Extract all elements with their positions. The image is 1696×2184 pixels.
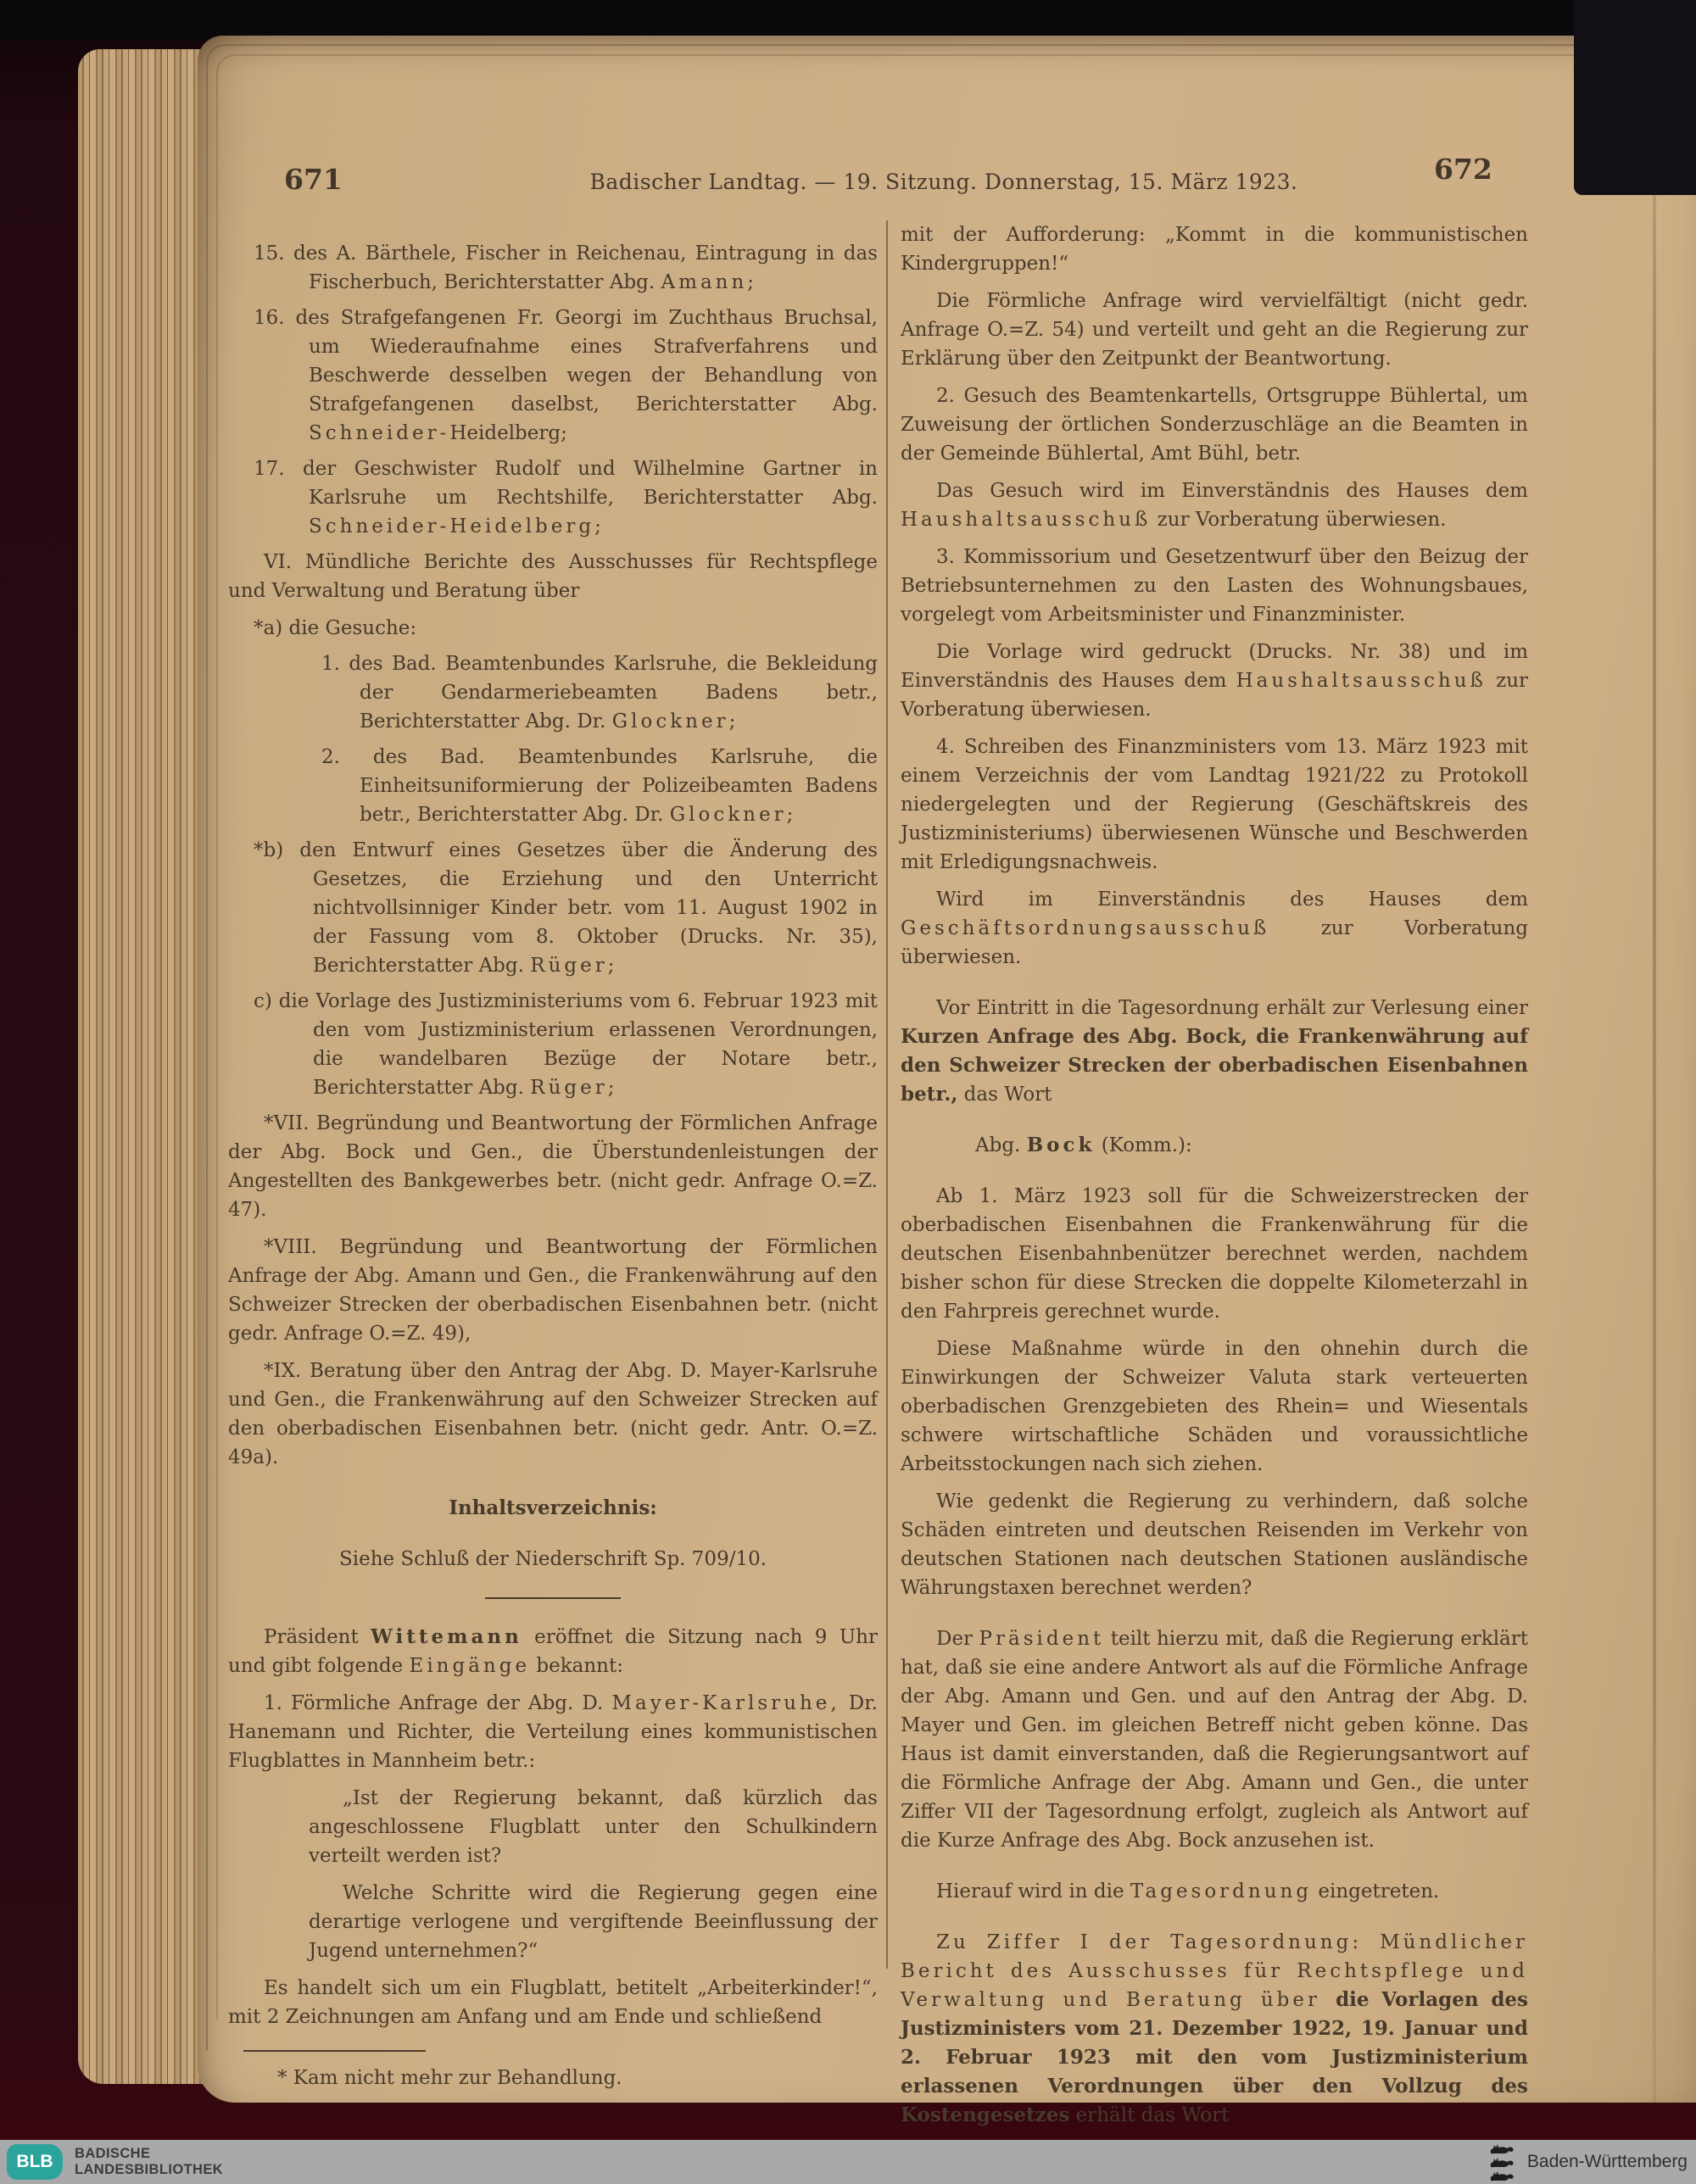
text-segment: c) die Vorlage des Justizministeriums vom 6. Februar 1923 mit den vom Justizministerium erlassenen Verordnungen, die wandelbaren Bezüge der Notare betr., Berichterstatter Abg.: [254, 990, 878, 1099]
text-segment: Tagesordnung: [1130, 1880, 1313, 1903]
library-name: [75, 2146, 223, 2178]
speaker-bock: [901, 1131, 1528, 1160]
agenda-item-a: [228, 614, 878, 643]
toc-heading: [228, 1494, 878, 1523]
agenda-item-VI: [228, 548, 878, 605]
column-number-left: 671: [284, 163, 343, 196]
text-segment: Inhaltsverzeichnis:: [449, 1496, 657, 1519]
column-divider: [886, 220, 888, 1969]
petition-2: [901, 382, 1528, 468]
session-opening: [228, 1623, 878, 1680]
text-segment: Die Förmliche Anfrage wird vervielfältigt (nicht gedr. Anfrage O.=Z. 54) und verteilt und geht an die Regierung zur Erklärung über den Zeitpunkt der Beantwortung.: [901, 290, 1528, 370]
text-segment: Dr. Hanemann und Richter, die Verteilung eines kommunistischen Flugblattes in Mannheim betr.:: [228, 1692, 878, 1772]
text-segment: VI. Mündliche Berichte des Ausschusses für Rechtspflege und Verwaltung und Beratung über: [228, 551, 878, 602]
president-reply: [901, 1624, 1528, 1855]
text-segment: 2. des Bad. Beamtenbundes Karlsruhe, die Einheitsuniformierung der Polizeibeamten Badens betr., Berichterstatter Abg. Dr.: [321, 746, 878, 826]
text-segment: *a) die Gesuche:: [254, 617, 417, 639]
footnote: [228, 2064, 878, 2092]
coat-of-arms-icon: [1488, 2142, 1517, 2182]
text-segment: Glockner;: [669, 804, 797, 826]
column-672: [901, 220, 1528, 2138]
text-segment: *VII. Begründung und Beantwortung der Förmlichen Anfrage der Abg. Bock und Gen., die Überstundenleistungen der Angestellten des Bankgewerbes betr. (nicht gedr. Anfrage O.=Z. 47).: [228, 1112, 878, 1221]
text-segment: * Kam nicht mehr zur Behandlung.: [277, 2067, 622, 2089]
text-segment: Rüger;: [530, 955, 618, 977]
text-segment: Wittemann: [371, 1625, 522, 1648]
text-segment: „Ist der Regierung bekannt, daß kürzlich das angeschlossene Flugblatt unter den Schulkindern verteilt werden ist?: [309, 1787, 878, 1867]
agenda-entered: [901, 1877, 1528, 1906]
book-page: [198, 36, 1696, 2126]
agenda-item-VIII: [228, 1233, 878, 1348]
bock-speech-3: [901, 1487, 1528, 1602]
text-segment: 16. des Strafgefangenen Fr. Georgi im Zuchthaus Bruchsal, um Wiederaufnahme eines Strafverfahrens und Beschwerde desselben wegen der Behandlung von Strafgefangenen daselbst, Berichterstatter Abg.: [254, 307, 878, 415]
bock-speech-2: [901, 1334, 1528, 1479]
pre-agenda-note: [901, 994, 1528, 1109]
text-segment: Glockner;: [611, 710, 739, 733]
text-segment: erhält das Wort: [1069, 2104, 1230, 2126]
running-title: Badischer Landtag. — 19. Sitzung. Donnerstag, 15. März 1923.: [589, 170, 1298, 194]
agenda-item-IX: [228, 1357, 878, 1472]
scan-shadow-top-right: [1574, 0, 1696, 195]
text-segment: 15. des A. Bärthele, Fischer in Reichenau, Eintragung in das Fischerbuch, Berichterstatter Abg.: [254, 242, 878, 293]
blb-logo-text: BLB: [16, 2152, 53, 2171]
text-segment: Geschäftsordnungsausschuß: [901, 917, 1270, 939]
item-3: [901, 543, 1528, 629]
text-segment: mit der Aufforderung: „Kommt in die kommunistischen Kindergruppen!“: [901, 224, 1528, 275]
toc-reference: [228, 1545, 878, 1574]
text-segment: die Vorlagen des Justizministers vom 21. Dezember 1922, 19. Januar und 2. Februar 1923 mit den vom Justizministerium erlassenen Verordnungen über den Vollzug des Kostengesetzes: [901, 1988, 1528, 2126]
text-segment: Wird im Einverständnis des Hauses dem: [936, 889, 1528, 911]
leaflet-continuation: [901, 220, 1528, 278]
agenda-point-1: [901, 1928, 1528, 2130]
agenda-item-15: [228, 239, 878, 297]
text-segment: eingetreten.: [1312, 1880, 1440, 1903]
text-segment: Präsident: [264, 1626, 371, 1648]
text-segment: Heidelberg;: [449, 422, 567, 444]
text-segment: Mayer-Karlsruhe,: [611, 1692, 840, 1714]
text-segment: Schneider-Heidelberg;: [309, 515, 605, 538]
state-name: Baden-Württemberg: [1526, 2152, 1688, 2171]
text-segment: Schneider-: [309, 422, 450, 444]
text-segment: Diese Maßnahme würde in den ohnehin durch die Einwirkungen der Schweizer Valuta stark verteuerten oberbadischen Grenzgebieten des Rhein= und Wiesentals schwere wirtschaftliche Schäden und voraussichtliche Arbeitsstockungen nach sich ziehen.: [901, 1338, 1528, 1475]
text-segment: Abg.: [975, 1134, 1027, 1156]
text-segment: zur Vorberatung überwiesen.: [901, 917, 1528, 968]
inquiry-quote-1: [309, 1784, 878, 1870]
footnote-rule: [243, 2050, 426, 2052]
inquiry-quote-2: [309, 1879, 878, 1965]
text-segment: Der: [936, 1628, 979, 1650]
text-segment: Siehe Schluß der Niederschrift Sp. 709/10.: [338, 1548, 767, 1570]
text-segment: Wie gedenkt die Regierung zu verhindern, daß solche Schäden eintreten und deutschen Reisenden im Verkehr von deutschen Stationen nach deutschen Stationen ausländische Währungstaxen berechnet werden?: [901, 1490, 1528, 1599]
text-segment: *IX. Beratung über den Antrag der Abg. D. Mayer-Karlsruhe und Gen., die Frankenwährung auf den Schweizer Strecken auf den oberbadischen Eisenbahnen betr. (nicht gedr. Antr. O.=Z. 49a).: [228, 1360, 878, 1468]
text-segment: *VIII. Begründung und Beantwortung der Förmlichen Anfrage der Abg. Amann und Gen., die Frankenwährung auf den Schweizer Strecken der oberbadischen Eisenbahnen betr. (nicht gedr. Anfrage O.=Z. 49),: [228, 1236, 878, 1345]
bock-speech-1: [901, 1182, 1528, 1326]
text-segment: Präsident: [979, 1628, 1105, 1650]
text-segment: Eingänge: [409, 1655, 531, 1677]
text-segment: bekannt:: [530, 1655, 623, 1677]
text-segment: Welche Schritte wird die Regierung gegen eine derartige verlogene und vergiftende Beeinflussung der Jugend unternehmen?“: [309, 1882, 878, 1962]
page-edges: [78, 49, 204, 2084]
library-name-line2: LANDESBIBLIOTHEK: [75, 2162, 224, 2177]
text-segment: 4. Schreiben des Finanzministers vom 13. März 1923 mit einem Verzeichnis der vom Landtag 1921/22 zu Protokoll niedergelegten und der Regierung (Geschäftskreis des Justizministeriums) überwiesenen Wünsche und Beschwerden mit Erledigungsnachweis.: [901, 736, 1528, 873]
text-segment: 17. der Geschwister Rudolf und Wilhelmine Gartner in Karlsruhe um Rechtshilfe, Berichterstatter Abg.: [254, 458, 878, 509]
text-segment: Hierauf wird in die: [936, 1880, 1130, 1903]
text-segment: Kurzen Anfrage des Abg. Bock, die Frankenwährung auf den Schweizer Strecken der oberbadischen Eisenbahnen betr.,: [901, 1025, 1528, 1106]
text-segment: Amann;: [661, 271, 758, 293]
text-segment: (Komm.):: [1095, 1134, 1192, 1156]
text-segment: eröffnet die Sitzung nach 9 Uhr und gibt folgende: [228, 1626, 878, 1677]
page-gutter-crease: [1653, 36, 1656, 2103]
text-segment: 3. Kommissorium und Gesetzentwurf über den Beizug der Betriebsunternehmen zu den Lasten des Wohnungsbaues, vorgelegt vom Arbeitsminister und Finanzminister.: [901, 546, 1528, 626]
text-segment: zur Vorberatung überwiesen.: [1151, 509, 1447, 531]
text-segment: Die Vorlage wird gedruckt (Drucks. Nr. 38) und im Einverständnis des Hauses dem: [901, 641, 1528, 692]
text-segment: Es handelt sich um ein Flugblatt, betitelt „Arbeiterkinder!“, mit 2 Zeichnungen am Anfang und am Ende und schließend: [228, 1977, 878, 2028]
column-671: [228, 239, 878, 2101]
separator-rule: [485, 1597, 621, 1599]
agenda-item-b: [228, 836, 878, 980]
blb-logo: [7, 2144, 63, 2180]
agenda-item-16: [228, 304, 878, 448]
text-segment: Rüger;: [530, 1077, 618, 1099]
text-segment: teilt hierzu mit, daß die Regierung erklärt hat, daß sie eine andere Antwort als auf die Förmliche Anfrage der Abg. Amann und Gen. und auf den Antrag der Abg. D. Mayer und Gen. im gleichen Betreff nicht geben könne. Das Haus ist damit einverstanden, daß die Regierungsantwort auf die Förmliche Anfrage der Abg. Amann und Gen., die unter Ziffer VII der Tagesordnung erfolgt, zugleich als Antwort auf die Kurze Anfrage des Abg. Bock anzusehen ist.: [901, 1628, 1529, 1852]
agenda-item-VII: [228, 1109, 878, 1224]
text-segment: 1. des Bad. Beamtenbundes Karlsruhe, die Bekleidung der Gendarmeriebeamten Badens betr., Berichterstatter Abg. Dr.: [321, 653, 878, 733]
leaflet-description: [228, 1974, 878, 2031]
text-segment: Bock: [1026, 1134, 1096, 1156]
text-segment: Vor Eintritt in die Tagesordnung erhält zur Verlesung einer: [936, 997, 1528, 1019]
text-segment: das Wort: [957, 1084, 1052, 1106]
formal-inquiry-1: [228, 1689, 878, 1775]
text-segment: Haushaltsausschuß: [901, 509, 1152, 531]
viewer-footer-bar: [0, 2140, 1696, 2184]
item-4-referral: [901, 885, 1528, 972]
inquiry-handling: [901, 287, 1528, 373]
item-4: [901, 733, 1528, 877]
text-segment: Das Gesuch wird im Einverständnis des Hauses dem: [936, 480, 1528, 502]
text-segment: zur Vorberatung überwiesen.: [901, 670, 1528, 721]
text-segment: 1. Förmliche Anfrage der Abg. D.: [264, 1692, 612, 1714]
agenda-item-17: [228, 454, 878, 541]
state-branding: [1488, 2140, 1688, 2184]
library-name-line1: BADISCHE: [75, 2146, 151, 2161]
agenda-item-a1: [228, 649, 878, 736]
text-segment: *b) den Entwurf eines Gesetzes über die Änderung des Gesetzes, die Erziehung und den Unterricht nichtvollsinniger Kinder betr. vom 11. August 1902 in der Fassung vom 8. Oktober (Drucks. Nr. 35), Berichterstatter Abg.: [254, 839, 878, 977]
text-segment: Ab 1. März 1923 soll für die Schweizerstrecken der oberbadischen Eisenbahnen die Frankenwährung für die deutschen Eisenbahnbenützer berechnet werden, nachdem bisher schon für diese Strecken die doppelte Kilometerzahl in den Fahrpreis gerechnet wurde.: [901, 1185, 1528, 1323]
item-3-referral: [901, 638, 1528, 724]
agenda-item-a2: [228, 743, 878, 829]
agenda-item-c: [228, 987, 878, 1102]
petition-2-referral: [901, 476, 1528, 534]
text-segment: Zu Ziffer I der Tagesordnung: Mündlicher Bericht des Ausschusses für Rechtspflege und Verwaltung und Beratung über: [901, 1931, 1528, 2011]
column-number-right: 672: [1434, 153, 1492, 186]
text-segment: 2. Gesuch des Beamtenkartells, Ortsgruppe Bühlertal, um Zuweisung der örtlichen Sonderzuschläge an die Beamten in der Gemeinde Bühlertal, Amt Bühl, betr.: [901, 385, 1528, 465]
text-segment: Haushaltsausschuß: [1236, 670, 1487, 692]
